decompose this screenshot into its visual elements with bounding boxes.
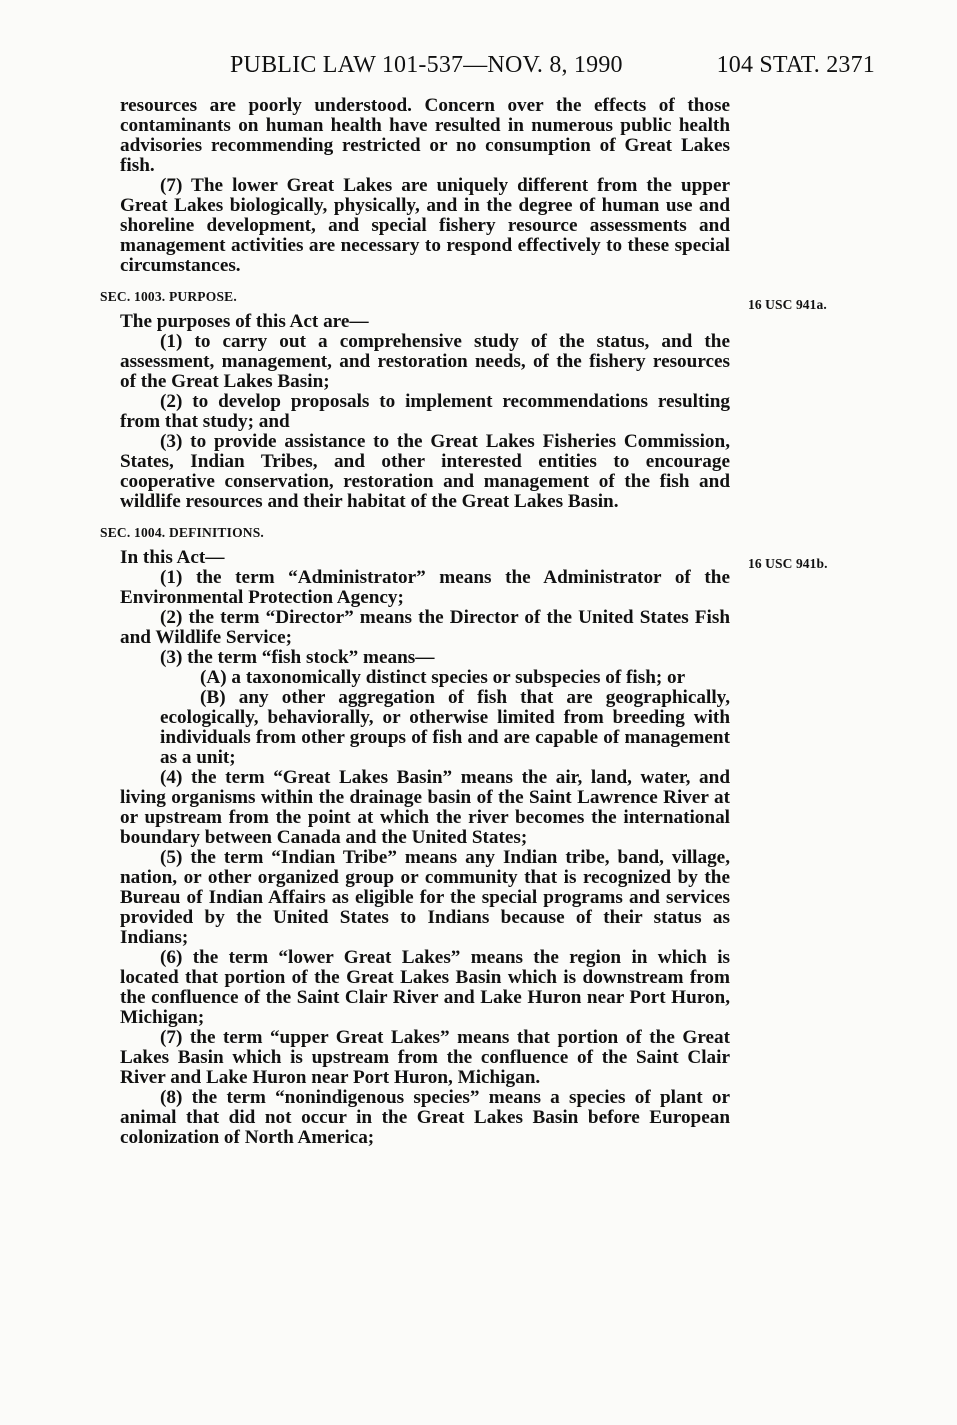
purpose-item-3: (3) to provide assistance to the Great Lakes Fisheries Commission, States, Indian Tribes, and other interested entities to encourage cooperative conservation, restoration and management of the fish and wildlife resources and their habitat of the Great Lakes Basin.: [120, 431, 730, 512]
definition-item-3a: (A) a taxonomically distinct species or subspecies of fish; or: [200, 667, 686, 688]
purpose-item-1: (1) to carry out a comprehensive study of the status, and the assessment, management, and restoration needs, of the fishery resources of the Great Lakes Basin;: [120, 331, 730, 392]
section-1003-intro: The purposes of this Act are—: [120, 311, 369, 332]
section-1003-heading: SEC. 1003. PURPOSE.: [100, 289, 237, 304]
header-title: PUBLIC LAW 101-537—NOV. 8, 1990: [230, 52, 623, 78]
page-header: [0, 52, 957, 82]
definition-item-3: (3) the term “fish stock” means—: [160, 647, 435, 668]
section-1004-heading: SEC. 1004. DEFINITIONS.: [100, 525, 265, 540]
purpose-item-2: (2) to develop proposals to implement recommendations resulting from that study; and: [120, 391, 730, 432]
margin-note-941b: 16 USC 941b.: [748, 556, 828, 571]
definition-item-8: (8) the term “nonindigenous species” means a species of plant or animal that did not occur in the Great Lakes Basin before European colonization of North America;: [120, 1087, 730, 1148]
paragraph-7: (7) The lower Great Lakes are uniquely different from the upper Great Lakes biologically, physically, and in the degree of human use and shoreline development, and special fishery resource assessments and management activities are necessary to respond effectively to these special circumstances.: [120, 175, 730, 276]
definition-item-2: (2) the term “Director” means the Director of the United States Fish and Wildlife Service;: [120, 607, 730, 648]
definition-item-5: (5) the term “Indian Tribe” means any Indian tribe, band, village, nation, or other organized group or community that is recognized by the Bureau of Indian Affairs as eligible for the special programs and services provided by the United States to Indians because of their status as Indians;: [120, 847, 730, 948]
header-stat-page: 104 STAT. 2371: [716, 52, 875, 78]
definition-item-6: (6) the term “lower Great Lakes” means the region in which is located that portion of the Great Lakes Basin which is downstream from the confluence of the Saint Clair River and Lake Huron near Port Huron, Michigan;: [120, 947, 730, 1028]
margin-note-941a: 16 USC 941a.: [748, 297, 827, 312]
definition-item-3b: (B) any other aggregation of fish that are geographically, ecologically, behaviorally, or otherwise limited from breeding with individuals from other groups of fish and are capable of management as a unit;: [160, 687, 730, 768]
section-1004-intro: In this Act—: [120, 547, 225, 568]
paragraph-continuation: resources are poorly understood. Concern over the effects of those contaminants on human health have resulted in numerous public health advisories recommending restricted or no consumption of Great Lakes fish.: [120, 95, 730, 176]
definition-item-7: (7) the term “upper Great Lakes” means that portion of the Great Lakes Basin which is upstream from the confluence of the Saint Clair River and Lake Huron near Port Huron, Michigan.: [120, 1027, 730, 1088]
definition-item-1: (1) the term “Administrator” means the Administrator of the Environmental Protection Agency;: [120, 567, 730, 608]
body-text: [100, 95, 730, 1148]
definition-item-4: (4) the term “Great Lakes Basin” means the air, land, water, and living organisms within the drainage basin of the Saint Lawrence River at or upstream from the point at which the river becomes the international boundary between Canada and the United States;: [120, 767, 730, 848]
